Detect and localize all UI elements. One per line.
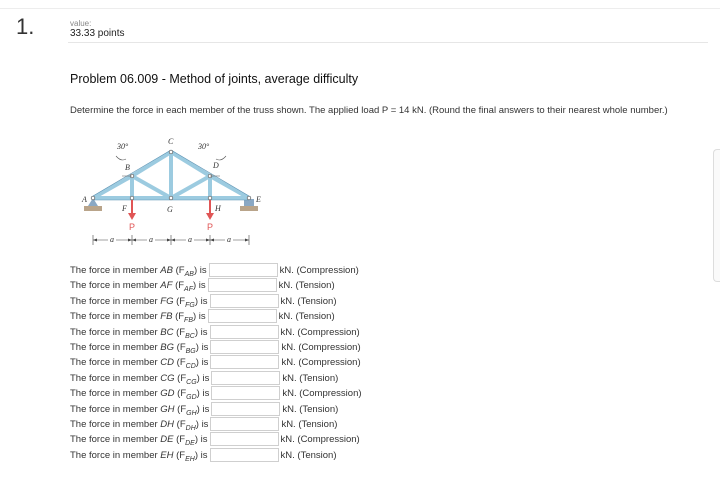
member-label bbox=[70, 280, 206, 293]
answer-input-gh[interactable] bbox=[211, 402, 280, 416]
label-mid: (F bbox=[174, 372, 187, 384]
answer-input-de[interactable] bbox=[210, 432, 279, 446]
dimension-label: a bbox=[149, 235, 153, 244]
member-name: AF bbox=[160, 280, 173, 292]
force-subscript: GH bbox=[186, 409, 197, 417]
answer-input-fb[interactable] bbox=[208, 309, 277, 323]
label-prefix: The force in member bbox=[70, 295, 161, 307]
member-name: BC bbox=[160, 326, 174, 338]
label-suffix: ) is bbox=[196, 372, 210, 384]
load-right-label: P bbox=[207, 222, 214, 232]
member-label bbox=[70, 388, 209, 401]
member-name: BG bbox=[160, 341, 175, 353]
member-name: DE bbox=[160, 434, 174, 446]
side-panel-tab[interactable] bbox=[713, 149, 720, 282]
label-mid: (F bbox=[172, 265, 185, 276]
member-label bbox=[70, 311, 206, 324]
force-subscript: CG bbox=[186, 378, 197, 386]
force-subscript: BC bbox=[185, 332, 195, 340]
label-suffix: ) is bbox=[193, 311, 206, 323]
joint-a-label: A bbox=[82, 195, 87, 204]
label-mid: (F bbox=[172, 311, 185, 323]
label-prefix: The force in member bbox=[70, 341, 161, 353]
answer-input-eh[interactable] bbox=[210, 448, 279, 462]
label-mid: (F bbox=[174, 341, 186, 353]
dimension-label: a bbox=[227, 235, 231, 244]
label-prefix: The force in member bbox=[70, 449, 161, 461]
unit-label: kN. (Tension) bbox=[282, 403, 339, 415]
member-name: GH bbox=[160, 403, 175, 415]
joint-c-label: C bbox=[168, 137, 174, 146]
member-label bbox=[70, 450, 208, 463]
member-name: EH bbox=[160, 449, 174, 461]
label-suffix: ) is bbox=[193, 280, 206, 292]
member-name: CG bbox=[160, 372, 175, 384]
member-label bbox=[70, 373, 209, 386]
unit-label: kN. (Tension) bbox=[282, 372, 339, 384]
joint-e-label: E bbox=[256, 195, 261, 204]
force-subscript: AB bbox=[184, 270, 194, 278]
answer-input-af[interactable] bbox=[208, 278, 277, 292]
unit-label: kN. (Compression) bbox=[280, 434, 360, 446]
unit-label: kN. (Tension) bbox=[280, 295, 337, 307]
unit-label: kN. (Compression) bbox=[280, 326, 360, 338]
label-prefix: The force in member bbox=[70, 311, 161, 323]
unit-label: kN. (Tension) bbox=[278, 311, 335, 323]
label-suffix: ) is bbox=[194, 449, 208, 461]
load-left-label: P bbox=[129, 222, 136, 232]
label-suffix: ) is bbox=[196, 403, 210, 415]
label-suffix: ) is bbox=[195, 418, 209, 430]
label-prefix: The force in member bbox=[70, 403, 161, 415]
answer-input-bg[interactable] bbox=[210, 340, 279, 354]
joint-f-label: F bbox=[122, 204, 127, 213]
label-prefix: The force in member bbox=[70, 372, 161, 384]
unit-label: kN. (Tension) bbox=[281, 418, 338, 430]
member-label bbox=[70, 357, 208, 370]
dimension-label: a bbox=[188, 235, 192, 244]
label-prefix: The force in member bbox=[70, 357, 161, 369]
answer-input-cd[interactable] bbox=[210, 355, 279, 369]
member-name: DH bbox=[160, 418, 175, 430]
label-mid: (F bbox=[172, 280, 185, 292]
label-mid: (F bbox=[173, 326, 186, 338]
member-label bbox=[70, 265, 207, 278]
member-name: AB bbox=[160, 265, 173, 276]
unit-label: kN. (Tension) bbox=[280, 449, 337, 461]
member-label bbox=[70, 419, 208, 432]
label-prefix: The force in member bbox=[70, 388, 161, 400]
label-suffix: ) is bbox=[195, 357, 209, 369]
unit-label: kN. (Tension) bbox=[278, 280, 335, 292]
label-mid: (F bbox=[174, 388, 187, 400]
answer-input-ab[interactable] bbox=[209, 263, 278, 277]
label-mid: (F bbox=[173, 449, 186, 461]
label-suffix: ) is bbox=[194, 295, 208, 307]
member-label bbox=[70, 327, 208, 340]
answer-input-cg[interactable] bbox=[211, 371, 280, 385]
load-right bbox=[206, 200, 214, 232]
label-mid: (F bbox=[174, 403, 187, 415]
label-mid: (F bbox=[173, 295, 186, 307]
member-name: GD bbox=[160, 388, 175, 400]
truss-members bbox=[93, 152, 249, 198]
answer-input-bc[interactable] bbox=[210, 325, 279, 339]
joint-g-label: G bbox=[167, 205, 173, 214]
value-points: 33.33 points bbox=[70, 28, 125, 39]
force-subscript: CD bbox=[185, 363, 196, 371]
value-label: value: bbox=[70, 19, 92, 28]
member-label bbox=[70, 404, 209, 417]
label-prefix: The force in member bbox=[70, 265, 161, 276]
dimension-label: a bbox=[110, 235, 114, 244]
joint-d-label: D bbox=[213, 161, 219, 170]
angle-right-label: 30° bbox=[198, 142, 210, 151]
problem-prompt: Determine the force in each member of the truss shown. The applied load P = 14 kN. (Round the final answers to their nearest whole number.) bbox=[70, 105, 668, 116]
joint-h-label: H bbox=[215, 204, 221, 213]
label-suffix: ) is bbox=[194, 434, 208, 446]
unit-label: kN. (Compression) bbox=[281, 357, 361, 369]
right-support-base bbox=[240, 206, 258, 211]
label-prefix: The force in member bbox=[70, 418, 161, 430]
unit-label: kN. (Compression) bbox=[281, 341, 361, 353]
left-support-base bbox=[84, 206, 102, 211]
label-prefix: The force in member bbox=[70, 326, 161, 338]
truss-figure bbox=[70, 132, 280, 257]
force-subscript: AF bbox=[184, 286, 193, 294]
label-suffix: ) is bbox=[195, 341, 209, 353]
label-prefix: The force in member bbox=[70, 434, 161, 446]
label-mid: (F bbox=[174, 418, 186, 430]
member-name: CD bbox=[160, 357, 175, 369]
angle-left-label: 30° bbox=[117, 142, 129, 151]
problem-title: Problem 06.009 - Method of joints, average difficulty bbox=[70, 72, 359, 86]
load-left bbox=[128, 200, 136, 232]
top-divider bbox=[0, 8, 720, 9]
member-label bbox=[70, 342, 208, 355]
force-subscript: FB bbox=[184, 317, 193, 325]
force-subscript: DH bbox=[185, 424, 196, 432]
force-subscript: DE bbox=[185, 440, 195, 448]
member-label bbox=[70, 434, 208, 447]
answer-input-gd[interactable] bbox=[211, 386, 280, 400]
label-mid: (F bbox=[173, 434, 186, 446]
unit-label: kN. (Compression) bbox=[279, 265, 359, 276]
member-label bbox=[70, 296, 208, 309]
member-name: FG bbox=[160, 295, 174, 307]
label-suffix: ) is bbox=[196, 388, 210, 400]
answer-input-fg[interactable] bbox=[210, 294, 279, 308]
force-subscript: BG bbox=[185, 347, 196, 355]
force-subscript: FG bbox=[185, 301, 195, 309]
member-name: FB bbox=[160, 311, 173, 323]
unit-label: kN. (Compression) bbox=[282, 388, 362, 400]
label-mid: (F bbox=[174, 357, 186, 369]
force-subscript: EH bbox=[185, 455, 195, 463]
label-prefix: The force in member bbox=[70, 280, 161, 292]
joint-b-label: B bbox=[125, 163, 130, 172]
question-number: 1. bbox=[16, 14, 35, 39]
force-subscript: GD bbox=[186, 394, 197, 402]
header-divider bbox=[68, 42, 708, 43]
answer-input-dh[interactable] bbox=[210, 417, 279, 431]
label-suffix: ) is bbox=[194, 326, 208, 338]
label-suffix: ) is bbox=[193, 265, 207, 276]
